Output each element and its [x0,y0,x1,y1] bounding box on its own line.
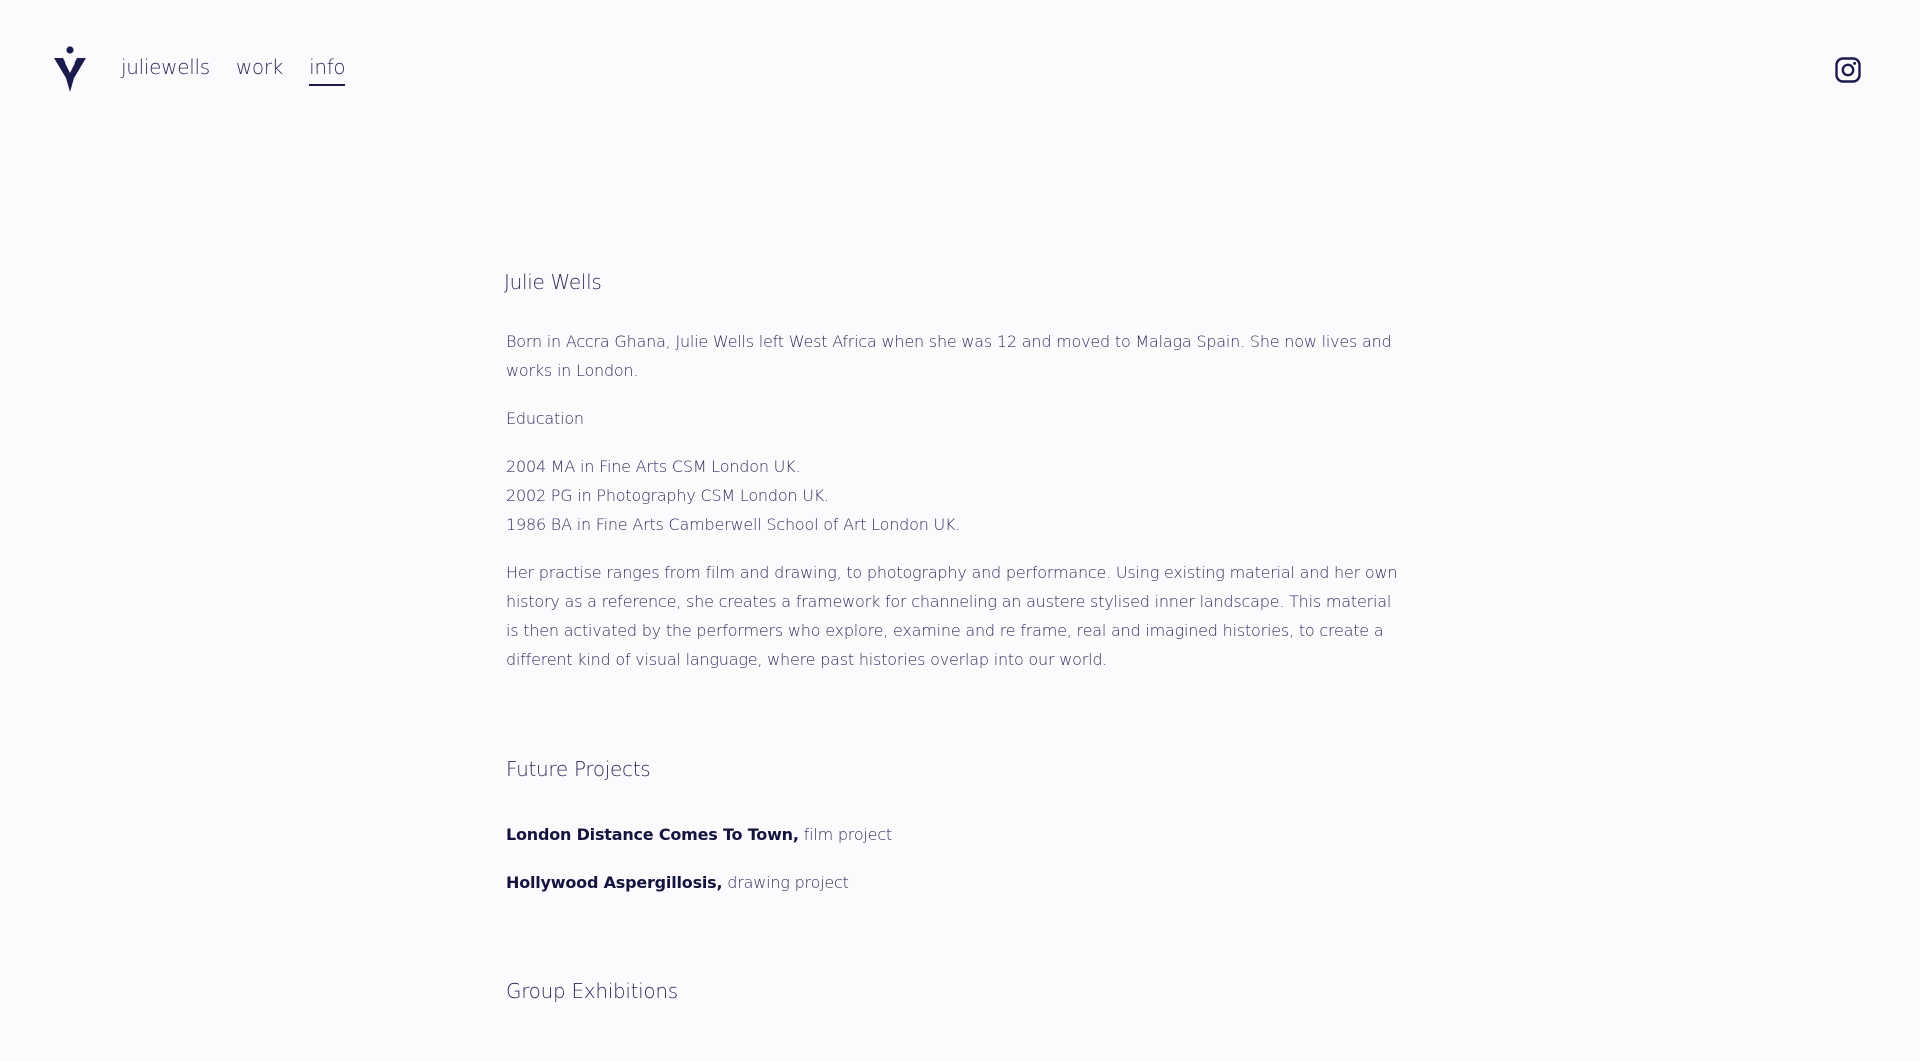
practice-paragraph: Her practise ranges from film and drawing, to photography and performance. Using existing material and her own history as a reference, she creates a framework for channeling an austere stylised inner landscape. This material is then activated by the performers who explore, examine and re frame, real and imagined histories, to create a different kind of visual language, where past histories overlap into our world. [506,563,1398,669]
education-list [506,452,1406,539]
project-type: drawing project [727,873,849,892]
nav-work[interactable]: work [235,55,284,79]
group-exhibitions-heading: Group Exhibitions [506,979,678,1003]
education-item: 1986 BA in Fine Arts Camberwell School of Art London UK. [506,515,961,534]
bio-paragraph: Born in Accra Ghana, Julie Wells left West Africa when she was 12 and moved to Malaga Spain. She now lives and works in London. [506,332,1392,380]
info-content [506,268,1406,1005]
future-projects-heading: Future Projects [506,757,651,781]
education-item: 2002 PG in Photography CSM London UK. [506,486,829,505]
site-header [0,0,1920,140]
education-label: Education [506,409,584,428]
education-item: 2004 MA in Fine Arts CSM London UK. [506,457,801,476]
project-item [506,820,1406,849]
projects-list [506,820,1406,897]
page-title: Julie Wells [504,270,602,294]
project-title: London Distance Comes To Town, [506,825,799,844]
instagram-icon[interactable] [1835,57,1861,83]
nav-info[interactable]: info [309,55,345,86]
figure-logo-icon[interactable] [53,45,87,93]
project-item [506,868,1406,897]
nav-juliewells[interactable]: juliewells [121,55,210,79]
project-type: film project [803,825,892,844]
main-nav [121,55,371,86]
project-title: Hollywood Aspergillosis, [506,873,723,892]
